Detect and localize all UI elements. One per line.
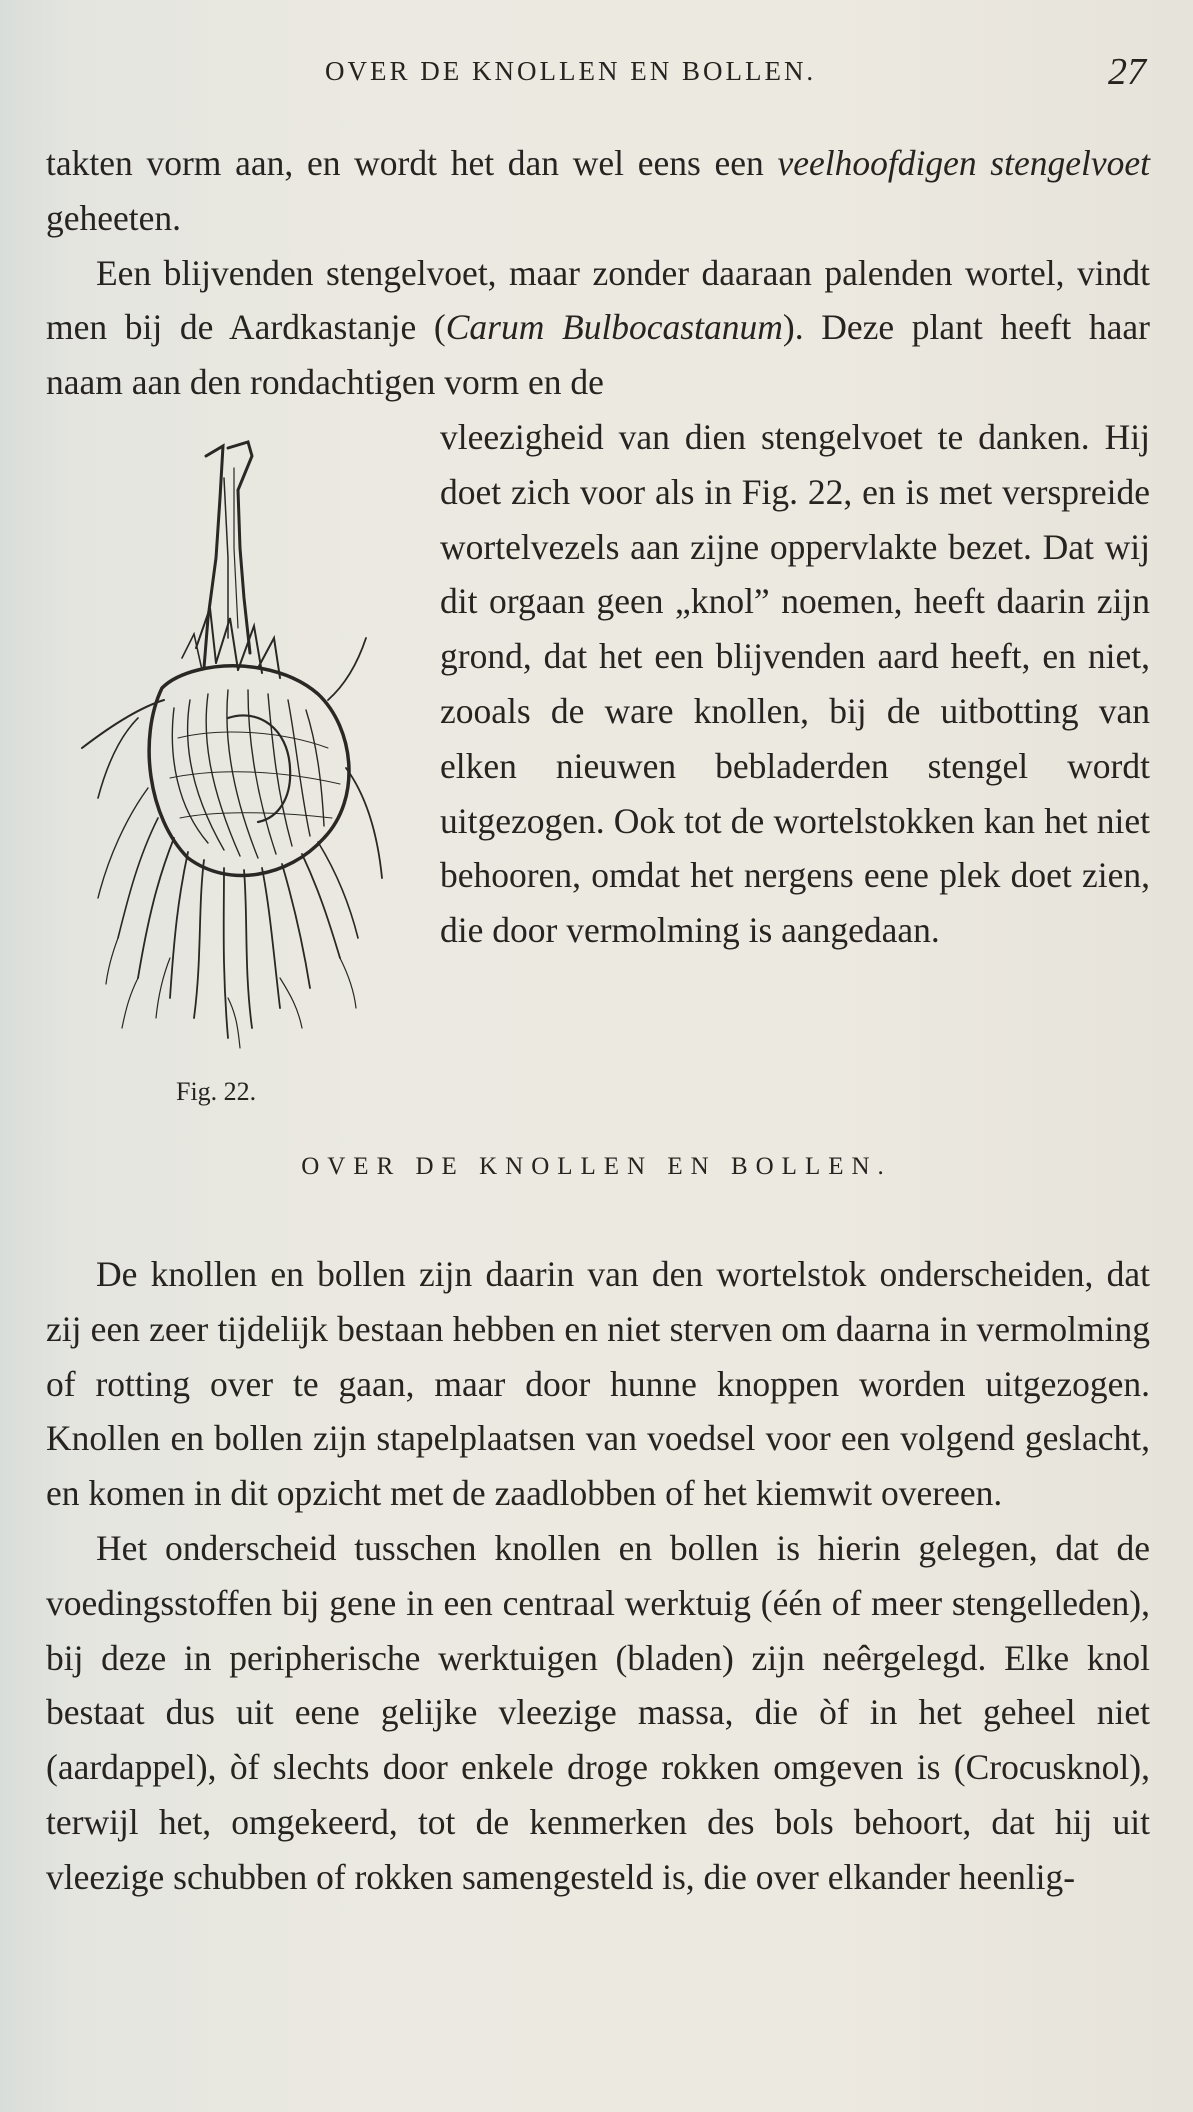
section-text-block	[46, 1247, 1150, 1905]
running-title: OVER DE KNOLLEN EN BOLLEN.	[325, 56, 817, 86]
paragraph-knollen-bollen: De knollen en bollen zijn daarin van den wortelstok onderscheiden, dat zij een zeer tijdelijk bestaan hebben en niet sterven om daarna in vermolming of rotting over te gaan, maar door hunne knoppen worden uitgezogen. Knollen en bollen zijn stapelplaatsen van voedsel voor een volgend geslacht, en komen in dit opzicht met de zaadlobben of het kiemwit overeen.	[46, 1254, 1150, 1514]
wrapped-text-block	[440, 410, 1150, 958]
paragraph-figure-description: vleezigheid van dien stengelvoet te danken. Hij doet zich voor als in Fig. 22, en is met verspreide wortelvezels aan zijne oppervlakte bezet. Dat wij dit orgaan geen „knol” noemen, heeft daarin zijn grond, dat het een blijvenden aard heeft, en niet, zooals de ware knollen, bij de uitbotting van elken nieuwen bebladerden stengel wordt uitgezogen. Ook tot de wortelstokken kan het niet behooren, omdat het nergens eene plek doet zien, die door vermolming is aangedaan.	[440, 417, 1150, 951]
paragraph-continuation: takten vorm aan, en wordt het dan wel eens een veelhoofdigen stengelvoet geheeten.	[46, 143, 1150, 238]
page-number: 27	[1108, 51, 1146, 93]
top-text-block	[46, 136, 1150, 410]
section-heading: OVER DE KNOLLEN EN BOLLEN.	[301, 1153, 892, 1180]
running-head	[0, 50, 1193, 100]
paragraph-onderscheid: Het onderscheid tusschen knollen en bollen is hierin gelegen, dat de voedingsstoffen bij gene in een centraal werktuig (één of meer stengelleden), bij deze in peripherische werktuigen (bladen) zijn neêrgelegd. Elke knol bestaat dus uit eene gelijke vleezige massa, die òf in het geheel niet (aardappel), òf slechts door enkele droge rokken omgeven is (Crocusknol), terwijl het, omgekeerd, tot de kenmerken des bols behoort, dat hij uit vleezige schubben of rokken samengesteld is, die over elkander heenlig-	[46, 1527, 1150, 1897]
paragraph-aardkastanje: Een blijvenden stengelvoet, maar zonder daaraan palenden wortel, vindt men bij de Aardkastanje (Carum Bulbocastanum). Deze plant heeft haar naam aan den rondachtigen vorm en de	[46, 252, 1150, 403]
bulb-illustration-icon	[78, 438, 388, 1058]
figure-caption: Fig. 22.	[176, 1077, 257, 1106]
